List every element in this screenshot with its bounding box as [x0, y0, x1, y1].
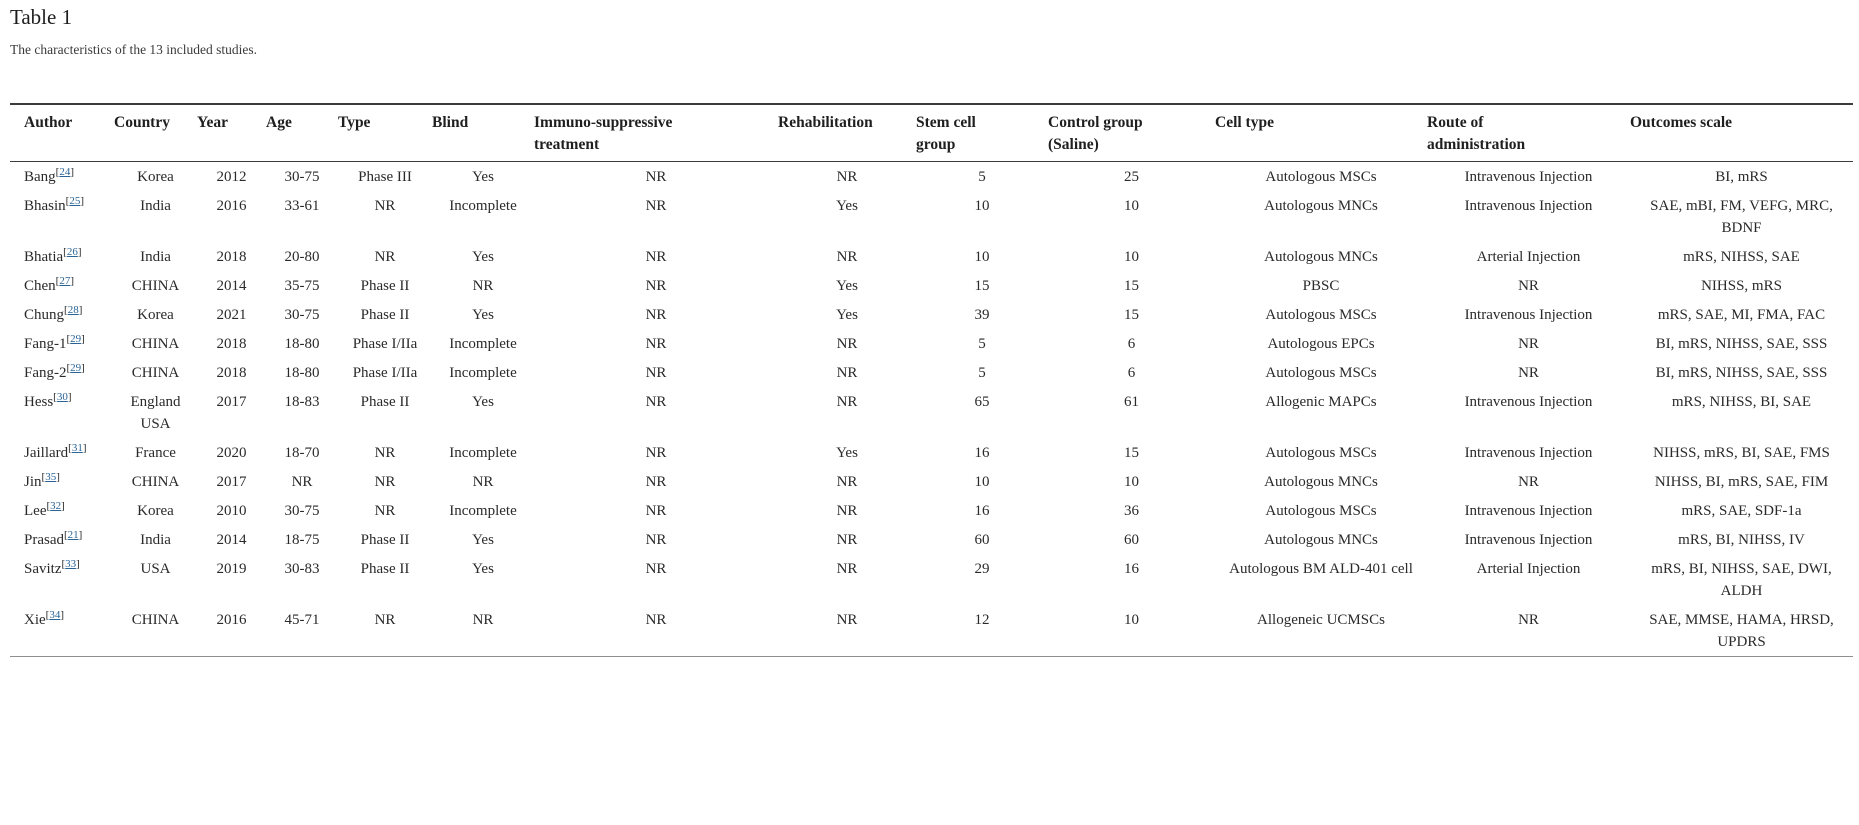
cell-control-group: 10 — [1124, 474, 1139, 490]
reference-superscript — [53, 391, 71, 403]
reference-link[interactable]: 25 — [69, 195, 81, 207]
cell-age: 18-75 — [284, 532, 320, 548]
cell-author — [10, 271, 114, 300]
cell-cell-type: Autologous MSCs — [1265, 169, 1377, 185]
cell-age: 18-80 — [284, 336, 320, 352]
table-caption: The characteristics of the 13 included studies. — [10, 42, 258, 57]
reference-superscript — [56, 275, 74, 287]
cell-country: India — [140, 249, 171, 265]
cell-age: 35-75 — [284, 278, 320, 294]
reference-link[interactable]: 33 — [65, 558, 77, 570]
cell-age: NR — [291, 474, 313, 490]
cell-blind: Incomplete — [449, 445, 517, 461]
cell-rehabilitation: Yes — [836, 307, 858, 323]
reference-link[interactable]: 28 — [67, 304, 79, 316]
reference-link[interactable]: 26 — [66, 246, 78, 258]
reference-superscript — [68, 442, 86, 454]
cell-country: CHINA — [131, 474, 180, 490]
cell-rehabilitation: NR — [836, 249, 858, 265]
cell-year: 2014 — [216, 532, 247, 548]
cell-author — [10, 467, 114, 496]
reference-link[interactable]: 32 — [50, 500, 62, 512]
cell-blind: Incomplete — [449, 336, 517, 352]
reference-link[interactable]: 21 — [67, 529, 79, 541]
cell-year: 2010 — [216, 503, 247, 519]
cell-control-group: 10 — [1124, 249, 1139, 265]
cell-rehabilitation: NR — [836, 612, 858, 628]
cell-type: Phase II — [360, 532, 410, 548]
reference-superscript — [56, 166, 74, 178]
cell-author — [10, 358, 114, 387]
cell-stem-cell-group: 65 — [974, 394, 990, 410]
author-name: Lee — [24, 503, 47, 519]
cell-route-of-administration: Arterial Injection — [1476, 249, 1581, 265]
cell-control-group: 36 — [1124, 503, 1139, 519]
reference-superscript — [66, 195, 84, 207]
cell-route-of-administration: NR — [1518, 612, 1539, 628]
cell-control-group: 10 — [1124, 198, 1139, 214]
cell-rehabilitation: NR — [836, 532, 858, 548]
cell-outcomes-scale: mRS, BI, NIHSS, SAE, DWI, ALDH — [1651, 561, 1832, 599]
author-name: Savitz — [24, 561, 62, 577]
reference-bracket-open: [ — [64, 304, 68, 316]
cell-outcomes-scale: NIHSS, mRS — [1701, 278, 1782, 294]
table-title: Table 1 — [10, 5, 73, 29]
cell-route-of-administration: Arterial Injection — [1476, 561, 1581, 577]
cell-age: 20-80 — [284, 249, 320, 265]
cell-stem-cell-group: 10 — [974, 249, 990, 265]
reference-bracket-open: [ — [61, 558, 66, 570]
reference-bracket-open: [ — [45, 609, 50, 621]
reference-link[interactable]: 34 — [49, 609, 61, 621]
reference-bracket-close: ] — [70, 166, 75, 178]
cell-immuno-suppressive-treatment: NR — [645, 198, 667, 214]
column-header-control-group-saline: Control group (Saline) — [1048, 104, 1215, 162]
cell-rehabilitation: NR — [836, 169, 858, 185]
cell-outcomes-scale: mRS, BI, NIHSS, IV — [1678, 532, 1805, 548]
table-row — [10, 438, 1853, 467]
cell-blind: Yes — [472, 249, 494, 265]
cell-blind: NR — [472, 612, 494, 628]
cell-outcomes-scale: SAE, mBI, FM, VEFG, MRC, BDNF — [1650, 198, 1833, 236]
reference-superscript — [64, 529, 82, 541]
cell-year: 2021 — [216, 307, 247, 323]
cell-type: Phase III — [358, 169, 412, 185]
cell-blind: Yes — [472, 307, 494, 323]
cell-cell-type: Allogeneic UCMSCs — [1257, 612, 1385, 628]
cell-rehabilitation: NR — [836, 394, 858, 410]
cell-immuno-suppressive-treatment: NR — [645, 336, 667, 352]
cell-control-group: 15 — [1124, 307, 1139, 323]
cell-stem-cell-group: 5 — [978, 169, 986, 185]
reference-superscript — [46, 609, 64, 621]
cell-cell-type: PBSC — [1302, 278, 1340, 294]
cell-blind: Incomplete — [449, 503, 517, 519]
reference-superscript — [62, 558, 80, 570]
cell-author — [10, 387, 114, 438]
cell-age: 45-71 — [284, 612, 320, 628]
cell-control-group: 6 — [1127, 336, 1136, 352]
reference-link[interactable]: 29 — [70, 362, 82, 374]
cell-year: 2020 — [216, 445, 247, 461]
table-row — [10, 467, 1853, 496]
cell-author — [10, 605, 114, 657]
reference-link[interactable]: 24 — [59, 166, 71, 178]
reference-bracket-close: ] — [76, 558, 80, 570]
cell-author — [10, 191, 114, 242]
cell-immuno-suppressive-treatment: NR — [645, 612, 667, 628]
cell-type: Phase I/IIa — [352, 365, 418, 381]
cell-route-of-administration: Intravenous Injection — [1464, 307, 1593, 323]
cell-country: Korea — [137, 169, 174, 185]
cell-rehabilitation: NR — [836, 561, 858, 577]
cell-blind: Yes — [472, 394, 494, 410]
cell-route-of-administration: NR — [1518, 278, 1539, 294]
cell-year: 2017 — [216, 394, 247, 410]
cell-type: NR — [374, 474, 396, 490]
cell-year: 2014 — [216, 278, 247, 294]
header-row — [10, 104, 1853, 162]
cell-stem-cell-group: 16 — [974, 503, 990, 519]
table-row — [10, 271, 1853, 300]
reference-bracket-open: [ — [53, 391, 57, 403]
cell-author — [10, 438, 114, 467]
table-row — [10, 496, 1853, 525]
cell-immuno-suppressive-treatment: NR — [645, 474, 667, 490]
author-name: Fang-1 — [24, 336, 67, 352]
cell-immuno-suppressive-treatment: NR — [645, 532, 667, 548]
cell-control-group: 60 — [1124, 532, 1139, 548]
cell-year: 2017 — [216, 474, 247, 490]
cell-rehabilitation: NR — [836, 365, 858, 381]
cell-type: NR — [374, 249, 396, 265]
cell-immuno-suppressive-treatment: NR — [645, 365, 667, 381]
cell-country: India — [140, 532, 171, 548]
cell-stem-cell-group: 5 — [978, 336, 986, 352]
cell-cell-type: Autologous BM ALD-401 cell — [1229, 561, 1413, 577]
cell-cell-type: Autologous MNCs — [1264, 474, 1378, 490]
cell-country: England USA — [130, 394, 181, 432]
cell-year: 2019 — [216, 561, 247, 577]
cell-route-of-administration: NR — [1518, 474, 1539, 490]
cell-immuno-suppressive-treatment: NR — [645, 278, 667, 294]
cell-stem-cell-group: 16 — [974, 445, 990, 461]
cell-route-of-administration: NR — [1518, 365, 1539, 381]
reference-bracket-open: [ — [64, 529, 68, 541]
cell-type: Phase II — [360, 561, 410, 577]
cell-year: 2018 — [216, 336, 247, 352]
cell-country: USA — [140, 561, 171, 577]
cell-type: Phase I/IIa — [352, 336, 418, 352]
reference-superscript — [46, 500, 64, 512]
reference-bracket-close: ] — [70, 275, 75, 287]
table-row — [10, 358, 1853, 387]
author-name: Chen — [24, 278, 56, 294]
studies-table — [10, 103, 1853, 657]
column-header-stem-cell-group: Stem cell group — [916, 104, 1048, 162]
cell-age: 30-75 — [284, 169, 320, 185]
author-name: Bang — [24, 169, 56, 185]
cell-rehabilitation: Yes — [836, 278, 858, 294]
cell-rehabilitation: Yes — [836, 445, 858, 461]
author-name: Fang-2 — [24, 365, 67, 381]
reference-bracket-close: ] — [67, 391, 72, 403]
reference-bracket-open: [ — [66, 362, 71, 374]
cell-immuno-suppressive-treatment: NR — [645, 561, 667, 577]
cell-cell-type: Autologous MSCs — [1265, 445, 1377, 461]
cell-author — [10, 496, 114, 525]
reference-link[interactable]: 30 — [56, 391, 68, 403]
cell-country: Korea — [137, 307, 174, 323]
reference-bracket-open: [ — [55, 275, 60, 287]
cell-cell-type: Autologous MSCs — [1265, 365, 1377, 381]
cell-country: India — [140, 198, 171, 214]
cell-control-group: 25 — [1124, 169, 1139, 185]
cell-author — [10, 329, 114, 358]
cell-outcomes-scale: BI, mRS — [1715, 169, 1768, 185]
cell-age: 30-83 — [284, 561, 320, 577]
cell-type: NR — [374, 445, 396, 461]
cell-author — [10, 525, 114, 554]
cell-year: 2018 — [216, 365, 247, 381]
cell-route-of-administration: Intravenous Injection — [1464, 198, 1593, 214]
cell-cell-type: Autologous MSCs — [1265, 307, 1377, 323]
table-row — [10, 554, 1853, 605]
cell-age: 18-83 — [284, 394, 320, 410]
cell-outcomes-scale: NIHSS, mRS, BI, SAE, FMS — [1653, 445, 1830, 461]
cell-route-of-administration: Intravenous Injection — [1464, 445, 1593, 461]
cell-type: NR — [374, 198, 396, 214]
reference-link[interactable]: 27 — [59, 275, 71, 287]
cell-outcomes-scale: BI, mRS, NIHSS, SAE, SSS — [1655, 336, 1828, 352]
cell-year: 2012 — [216, 169, 247, 185]
cell-immuno-suppressive-treatment: NR — [645, 249, 667, 265]
cell-rehabilitation: NR — [836, 336, 858, 352]
cell-year: 2016 — [216, 198, 247, 214]
cell-stem-cell-group: 10 — [974, 474, 990, 490]
reference-bracket-close: ] — [78, 304, 83, 316]
reference-superscript — [64, 304, 82, 316]
column-header-outcomes-scale: Outcomes scale — [1630, 104, 1853, 162]
cell-age: 33-61 — [284, 198, 320, 214]
cell-control-group: 16 — [1124, 561, 1139, 577]
cell-route-of-administration: Intravenous Injection — [1464, 394, 1593, 410]
cell-route-of-administration: NR — [1518, 336, 1539, 352]
cell-blind: Incomplete — [449, 365, 517, 381]
cell-stem-cell-group: 10 — [974, 198, 990, 214]
cell-age: 30-75 — [284, 503, 320, 519]
reference-bracket-open: [ — [68, 442, 72, 454]
cell-blind: Yes — [472, 532, 494, 548]
table-row — [10, 242, 1853, 271]
column-header-immuno-suppressive-treatment: Immuno-suppressive treatment — [534, 104, 778, 162]
reference-bracket-close: ] — [60, 609, 65, 621]
column-header-author: Author — [10, 104, 114, 162]
cell-age: 18-70 — [284, 445, 320, 461]
table-row — [10, 525, 1853, 554]
column-header-blind: Blind — [432, 104, 534, 162]
cell-blind: Yes — [472, 561, 494, 577]
table-row — [10, 329, 1853, 358]
cell-immuno-suppressive-treatment: NR — [645, 445, 667, 461]
reference-bracket-close: ] — [77, 246, 82, 258]
cell-country: CHINA — [131, 365, 180, 381]
cell-outcomes-scale: mRS, SAE, MI, FMA, FAC — [1657, 307, 1826, 323]
cell-blind: NR — [472, 278, 494, 294]
reference-bracket-close: ] — [81, 333, 85, 345]
cell-cell-type: Autologous MNCs — [1264, 249, 1378, 265]
cell-stem-cell-group: 60 — [974, 532, 990, 548]
cell-author — [10, 554, 114, 605]
cell-route-of-administration: Intravenous Injection — [1464, 169, 1593, 185]
cell-rehabilitation: Yes — [836, 198, 858, 214]
cell-year: 2018 — [216, 249, 247, 265]
author-name: Jin — [24, 474, 42, 490]
reference-bracket-open: [ — [46, 500, 51, 512]
table-row — [10, 387, 1853, 438]
cell-age: 18-80 — [284, 365, 320, 381]
reference-bracket-open: [ — [63, 246, 67, 258]
cell-cell-type: Autologous EPCs — [1267, 336, 1375, 352]
cell-type: NR — [374, 612, 396, 628]
author-name: Jaillard — [24, 445, 69, 461]
table-row — [10, 191, 1853, 242]
reference-link[interactable]: 29 — [70, 333, 82, 345]
cell-stem-cell-group: 12 — [974, 612, 990, 628]
reference-bracket-open: [ — [55, 166, 60, 178]
cell-country: Korea — [137, 503, 174, 519]
reference-superscript — [67, 333, 85, 345]
author-name: Hess — [24, 394, 54, 410]
cell-outcomes-scale: BI, mRS, NIHSS, SAE, SSS — [1655, 365, 1828, 381]
reference-bracket-close: ] — [78, 529, 83, 541]
cell-outcomes-scale: mRS, NIHSS, SAE — [1683, 249, 1800, 265]
column-header-route-of-administration: Route of administration — [1427, 104, 1630, 162]
cell-author — [10, 162, 114, 192]
cell-control-group: 6 — [1127, 365, 1136, 381]
column-header-age: Age — [266, 104, 338, 162]
author-name: Bhasin — [24, 198, 66, 214]
author-name: Prasad — [24, 532, 64, 548]
cell-immuno-suppressive-treatment: NR — [645, 307, 667, 323]
cell-country: France — [135, 445, 176, 461]
cell-stem-cell-group: 5 — [978, 365, 986, 381]
table-row — [10, 605, 1853, 657]
cell-country: CHINA — [131, 612, 180, 628]
column-header-rehabilitation: Rehabilitation — [778, 104, 916, 162]
cell-immuno-suppressive-treatment: NR — [645, 394, 667, 410]
cell-age: 30-75 — [284, 307, 320, 323]
author-name: Xie — [24, 612, 46, 628]
reference-superscript — [67, 362, 85, 374]
cell-immuno-suppressive-treatment: NR — [645, 503, 667, 519]
cell-stem-cell-group: 15 — [974, 278, 990, 294]
reference-link[interactable]: 35 — [45, 471, 57, 483]
cell-control-group: 15 — [1124, 278, 1139, 294]
reference-bracket-close: ] — [81, 362, 85, 374]
cell-year: 2016 — [216, 612, 247, 628]
reference-superscript — [63, 246, 81, 258]
table-body — [10, 162, 1853, 657]
cell-outcomes-scale: NIHSS, BI, mRS, SAE, FIM — [1654, 474, 1829, 490]
cell-route-of-administration: Intravenous Injection — [1464, 532, 1593, 548]
author-name: Bhatia — [24, 249, 64, 265]
cell-rehabilitation: NR — [836, 503, 858, 519]
reference-bracket-open: [ — [66, 333, 71, 345]
column-header-country: Country — [114, 104, 197, 162]
cell-author — [10, 300, 114, 329]
cell-type: Phase II — [360, 394, 410, 410]
table-row — [10, 162, 1853, 192]
reference-bracket-open: [ — [65, 195, 70, 207]
cell-type: Phase II — [360, 307, 410, 323]
reference-bracket-open: [ — [41, 471, 46, 483]
cell-route-of-administration: Intravenous Injection — [1464, 503, 1593, 519]
cell-control-group: 10 — [1124, 612, 1139, 628]
cell-country: CHINA — [131, 278, 180, 294]
reference-superscript — [42, 471, 60, 483]
column-header-year: Year — [197, 104, 266, 162]
cell-control-group: 61 — [1124, 394, 1139, 410]
author-name: Chung — [24, 307, 65, 323]
cell-rehabilitation: NR — [836, 474, 858, 490]
reference-bracket-close: ] — [82, 442, 87, 454]
column-header-cell-type: Cell type — [1215, 104, 1427, 162]
cell-outcomes-scale: mRS, SAE, SDF-1a — [1681, 503, 1802, 519]
cell-cell-type: Autologous MNCs — [1264, 532, 1378, 548]
cell-country: CHINA — [131, 336, 180, 352]
cell-cell-type: Allogenic MAPCs — [1265, 394, 1377, 410]
cell-blind: Yes — [472, 169, 494, 185]
cell-stem-cell-group: 29 — [974, 561, 990, 577]
column-header-type: Type — [338, 104, 432, 162]
cell-blind: Incomplete — [449, 198, 517, 214]
reference-bracket-close: ] — [80, 195, 85, 207]
cell-stem-cell-group: 39 — [974, 307, 990, 323]
cell-immuno-suppressive-treatment: NR — [645, 169, 667, 185]
reference-link[interactable]: 31 — [71, 442, 83, 454]
cell-cell-type: Autologous MSCs — [1265, 503, 1377, 519]
cell-outcomes-scale: mRS, NIHSS, BI, SAE — [1671, 394, 1812, 410]
cell-type: NR — [374, 503, 396, 519]
cell-type: Phase II — [360, 278, 410, 294]
reference-bracket-close: ] — [56, 471, 60, 483]
cell-cell-type: Autologous MNCs — [1264, 198, 1378, 214]
cell-outcomes-scale: SAE, MMSE, HAMA, HRSD, UPDRS — [1649, 612, 1834, 650]
table-row — [10, 300, 1853, 329]
reference-bracket-close: ] — [61, 500, 65, 512]
cell-author — [10, 242, 114, 271]
cell-blind: NR — [472, 474, 494, 490]
cell-control-group: 15 — [1124, 445, 1139, 461]
